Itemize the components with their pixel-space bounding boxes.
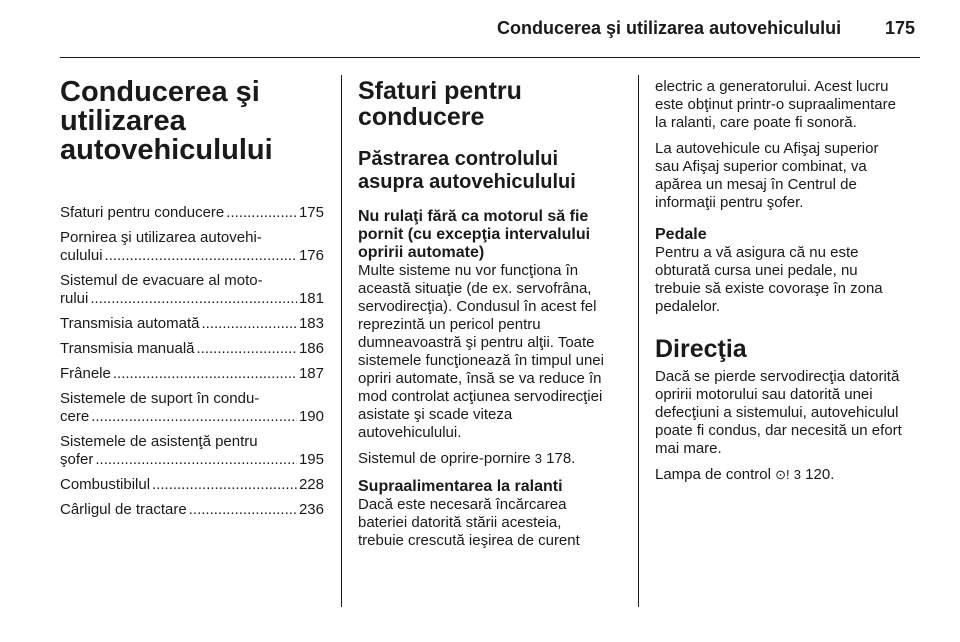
pedals-paragraph: Pentru a vă asigura că nu este obturată cursa unei pedale, nu trebuie să existe covoraşe în zona pedalelor. [655, 244, 883, 315]
toc-entry[interactable] [60, 229, 324, 265]
start-stop-page-link[interactable]: 178. [546, 450, 576, 467]
toc-entry-label: Cârligul de tractare [60, 501, 187, 518]
toc-entry-leader-line [60, 476, 324, 494]
overload-heading: Supraalimentarea la ralanti [358, 478, 563, 495]
toc-entry-page: 181 [298, 290, 324, 307]
toc-entry-label: cere [60, 408, 90, 425]
toc-entry[interactable] [60, 501, 324, 519]
toc-dot-leader [202, 315, 297, 333]
toc-entry-page: 175 [298, 204, 324, 221]
toc-dot-leader [189, 501, 297, 519]
overload-paragraph: Dacă este necesară încărcarea bateriei datorită stării acesteia, trebuie crescută ieşirea de curent [358, 496, 580, 549]
toc-entry-leader-line [60, 290, 324, 308]
section-title: Sfaturi pentru conducere [358, 77, 522, 131]
toc-entry-page: 186 [298, 340, 324, 357]
toc-entry-line: Sistemele de asistenţă pentru [60, 433, 258, 450]
toc-dot-leader [152, 476, 297, 494]
chapter-column [60, 78, 324, 526]
overload-continuation: electric a generatorului. Acest lucru este obţinut printr-o supraalimentare la ralanti, care poate fi sonoră. [655, 78, 896, 131]
start-stop-reference: Sistemul de oprire-pornire 3 178. [358, 450, 576, 467]
toc-entry[interactable] [60, 340, 324, 358]
toc-entry-label: Transmisia manuală [60, 340, 195, 357]
running-header-title: Conducerea şi utilizarea autovehiculului [497, 18, 842, 38]
lamp-reference: Lampa de control ⊙! 3 120. [655, 466, 835, 483]
page-reference-arrow-icon: 3 [534, 451, 542, 466]
steering-paragraph: Dacă se pierde servodirecţia datorită opririi motorului sau datorită unei defecţiuni a sistemului, autovehiculul poate fi condus, dar necesită un efort mai mare. [655, 368, 902, 457]
column-divider-2 [638, 75, 639, 607]
engine-off-paragraph: Multe sisteme nu vor funcţiona în această situaţie (de ex. servofrâna, servodirecţia). Condusul în acest fel reprezintă un pericol pentru dumneavoastră şi pentru alţii. Toate sistemele funcţionează în timpul unei opriri automate, însă se va reduce în mod controlat acţiunea servodirecţiei asistate şi scade viteza autovehiculului. [358, 262, 604, 441]
toc-entry-leader-line [60, 340, 324, 358]
toc-entry[interactable] [60, 315, 324, 333]
page-number: 175 [885, 18, 916, 38]
toc-entry-label: Combustibilul [60, 476, 151, 493]
toc-entry-page: 183 [298, 315, 324, 332]
toc-entry-line: Sistemul de evacuare al moto- [60, 272, 263, 289]
toc-entry-label: Frânele [60, 365, 111, 382]
toc-entry[interactable] [60, 204, 324, 222]
toc-dot-leader [105, 247, 297, 265]
lamp-page-link[interactable]: 120. [805, 466, 835, 483]
toc-dot-leader [226, 204, 297, 222]
continuation-column [655, 78, 923, 492]
toc-entry[interactable] [60, 390, 324, 426]
toc-entry-leader-line [60, 408, 324, 426]
toc-entry-leader-line [60, 451, 324, 469]
toc-entry-label: şofer [60, 451, 94, 468]
toc-dot-leader [197, 340, 297, 358]
chapter-title: Conducerea şi utilizarea autovehiculului [60, 76, 273, 166]
table-of-contents [60, 204, 324, 519]
toc-entry-leader-line [60, 204, 324, 222]
toc-dot-leader [91, 408, 297, 426]
subsection-title: Păstrarea controlului asupra autovehiculului [358, 148, 576, 193]
toc-entry-line: Pornirea şi utilizarea autovehi- [60, 229, 262, 246]
steering-heading: Direcţia [655, 335, 747, 363]
toc-dot-leader [113, 365, 297, 383]
pedals-heading: Pedale [655, 226, 707, 243]
page-reference-arrow-icon: 3 [793, 467, 801, 482]
toc-entry-leader-line [60, 365, 324, 383]
toc-entry[interactable] [60, 365, 324, 383]
header-divider [60, 57, 920, 58]
engine-off-heading: Nu rulaţi fără ca motorul să fie pornit (cu excepţia intervalului opririi automate) [358, 208, 591, 261]
toc-entry-page: 236 [298, 501, 324, 518]
toc-entry[interactable] [60, 476, 324, 494]
section-column [358, 78, 624, 558]
toc-entry-page: 195 [298, 451, 324, 468]
toc-dot-leader [95, 451, 297, 469]
toc-entry-label: rului [60, 290, 89, 307]
column-divider-1 [341, 75, 342, 607]
toc-entry-leader-line [60, 501, 324, 519]
display-paragraph: La autovehicule cu Afişaj superior sau Afişaj superior combinat, va apărea un mesaj în Centrul de informaţii pentru şofer. [655, 140, 879, 211]
toc-entry-page: 187 [298, 365, 324, 382]
toc-entry-page: 176 [298, 247, 324, 264]
toc-entry-line: Sistemele de suport în condu- [60, 390, 260, 407]
toc-entry-leader-line [60, 315, 324, 333]
toc-entry[interactable] [60, 272, 324, 308]
toc-dot-leader [90, 290, 297, 308]
toc-entry-page: 228 [298, 476, 324, 493]
toc-entry-page: 190 [298, 408, 324, 425]
toc-entry-label: culului [60, 247, 103, 264]
steering-warning-lamp-icon: ⊙! [775, 467, 790, 482]
toc-entry-leader-line [60, 247, 324, 265]
toc-entry-label: Sfaturi pentru conducere [60, 204, 225, 221]
toc-entry[interactable] [60, 433, 324, 469]
toc-entry-label: Transmisia automată [60, 315, 200, 332]
